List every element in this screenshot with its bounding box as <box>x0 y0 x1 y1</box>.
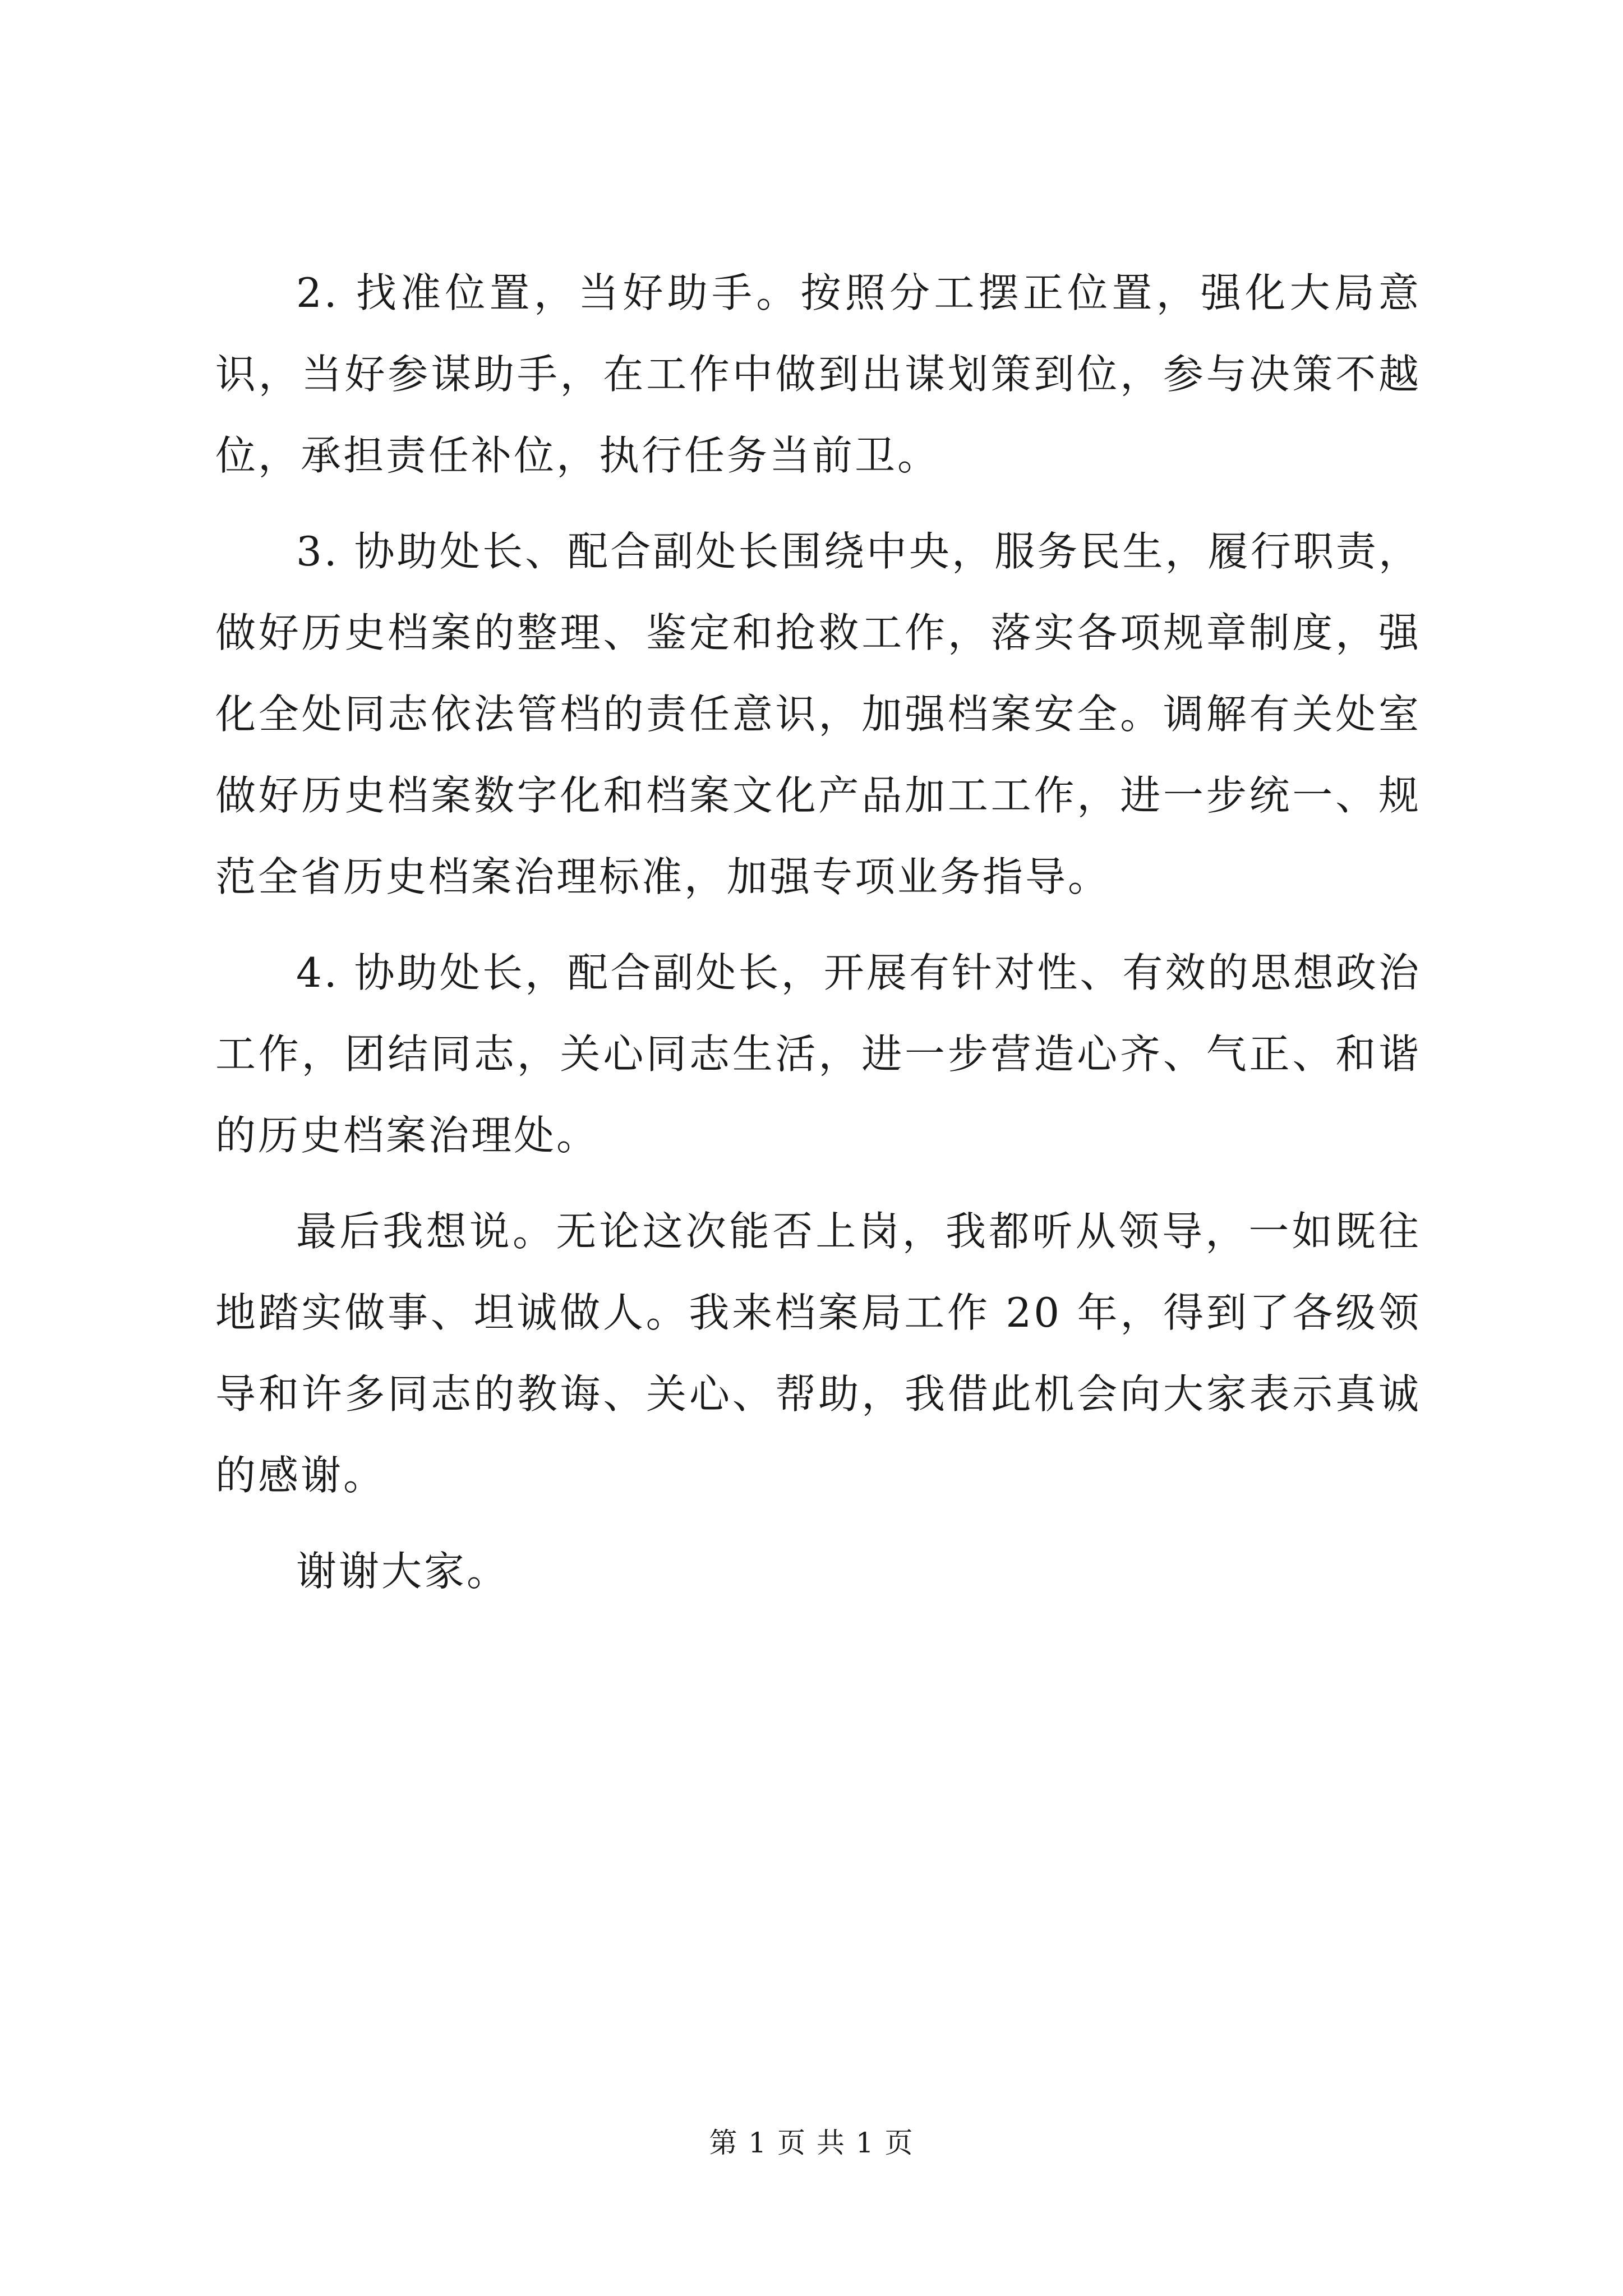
paragraph-item-3: 3. 协助处长、配合副处长围绕中央，服务民生，履行职责，做好历史档案的整理、鉴定和抢救工作，落实各项规章制度，强化全处同志依法管档的责任意识，加强档案安全。调解有关处室做好历史档案数字化和档案文化产品加工工作，进一步统一、规范全省历史档案治理标准，加强专项业务指导。 <box>215 528 1421 900</box>
paragraph-item-4: 4. 协助处长，配合副处长，开展有针对性、有效的思想政治工作，团结同志，关心同志生活，进一步营造心齐、气正、和谐的历史档案治理处。 <box>215 949 1421 1159</box>
document-body <box>215 252 1421 1627</box>
paragraph-item-2: 2. 找准位置，当好助手。按照分工摆正位置，强化大局意识，当好参谋助手，在工作中做到出谋划策到位，参与决策不越位，承担责任补位，执行任务当前卫。 <box>215 269 1421 479</box>
page-number-footer: 第 1 页 共 1 页 <box>709 2127 914 2159</box>
paragraph-thanks: 谢谢大家。 <box>296 1548 510 1595</box>
paragraph-closing-remarks: 最后我想说。无论这次能否上岗，我都听从领导，一如既往地踏实做事、坦诚做人。我来档案局工作 20 年，得到了各级领导和许多同志的教诲、关心、帮助，我借此机会向大家表示真诚的感谢。 <box>215 1208 1421 1499</box>
